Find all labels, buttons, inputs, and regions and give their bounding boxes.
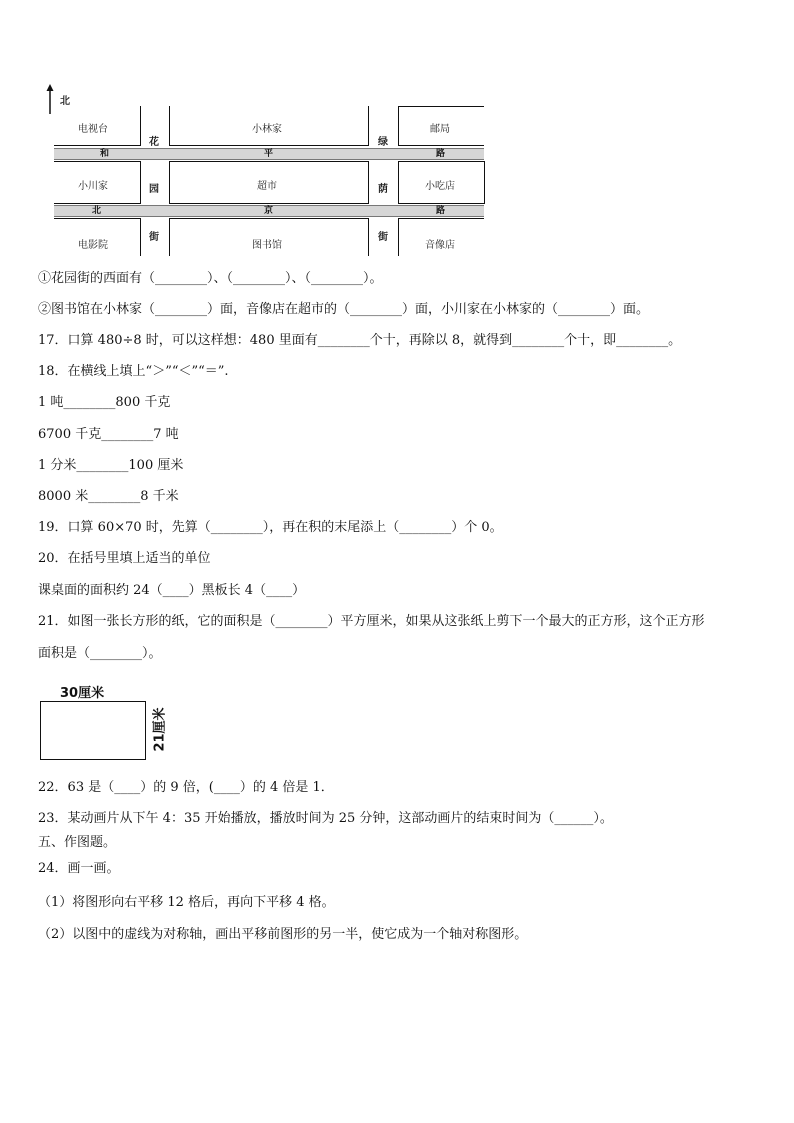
place-cinema: 电影院	[78, 240, 108, 251]
place-tv-station: 电视台	[78, 124, 108, 135]
question-18-item-4: 8000 米________8 千米	[38, 489, 179, 504]
question-20-item: 课桌面的面积约 24（____）黑板长 4（____）	[38, 583, 306, 598]
street-lvyin-2: 荫	[378, 184, 388, 195]
question-21-line-1: 21．如图一张长方形的纸，它的面积是（________）平方厘米，如果从这张纸上剪下一个最大的正方形，这个正方形	[38, 614, 705, 629]
question-17: 17．口算 480÷8 时，可以这样想：480 里面有________个十，再除以 8，就得到________个十，即________。	[38, 333, 682, 348]
question-22: 22．63 是（____）的 9 倍，(____）的 4 倍是 1．	[38, 780, 334, 795]
street-huayuan-3: 街	[149, 232, 159, 243]
street-map: 北 电视台 小林家 邮局 和 平 路 小川家 超市 小吃店 北 京 路 电影院 图书馆 音像店 花 园 街 绿 荫 街	[0, 0, 794, 270]
question-24-item-2: （2）以图中的虚线为对称轴，画出平移前图形的另一半，使它成为一个轴对称图形。	[38, 927, 528, 942]
place-supermarket: 超市	[257, 181, 277, 192]
street-lvyin-3: 街	[378, 232, 388, 243]
place-xiaochuan-home: 小川家	[78, 181, 108, 192]
place-xiaolin-home: 小林家	[252, 124, 282, 135]
place-snack-shop: 小吃店	[425, 181, 455, 192]
north-arrow-icon	[45, 84, 55, 114]
question-19: 19．口算 60×70 时，先算（________），再在积的末尾添上（________）个 0。	[38, 520, 503, 535]
place-post-office: 邮局	[430, 124, 450, 135]
rect-width-label: 30厘米	[60, 686, 105, 701]
place-music-store: 音像店	[425, 240, 455, 251]
rectangle-figure	[40, 701, 146, 760]
question-24-item-1: （1）将图形向右平移 12 格后，再向下平移 4 格。	[38, 895, 335, 910]
street-lvyin-1: 绿	[378, 137, 388, 148]
section-5-title: 五、作图题。	[38, 835, 117, 850]
rect-height-label: 21厘米	[152, 707, 168, 752]
question-18: 18．在横线上填上“＞”“＜”“＝”.	[38, 364, 229, 379]
question-map-b: ②图书馆在小林家（________）面，音像店在超市的（________）面，小川家在小林家的（________）面。	[38, 302, 650, 317]
question-24: 24．画一画。	[38, 861, 120, 876]
question-21-line-2: 面积是（________）。	[38, 646, 162, 661]
north-label: 北	[60, 96, 70, 107]
question-18-item-1: 1 吨________800 千克	[38, 395, 171, 410]
street-huayuan-2: 园	[149, 184, 159, 195]
question-map-a: ①花园街的西面有（________）、（________）、（________）。	[38, 271, 383, 286]
question-20: 20．在括号里填上适当的单位	[38, 551, 211, 566]
street-huayuan-1: 花	[149, 137, 159, 148]
place-library: 图书馆	[252, 240, 282, 251]
question-18-item-2: 6700 千克________7 吨	[38, 427, 179, 442]
question-18-item-3: 1 分米________100 厘米	[38, 458, 184, 473]
question-23: 23．某动画片从下午 4：35 开始播放，播放时间为 25 分钟，这部动画片的结束时间为（______）。	[38, 811, 613, 826]
